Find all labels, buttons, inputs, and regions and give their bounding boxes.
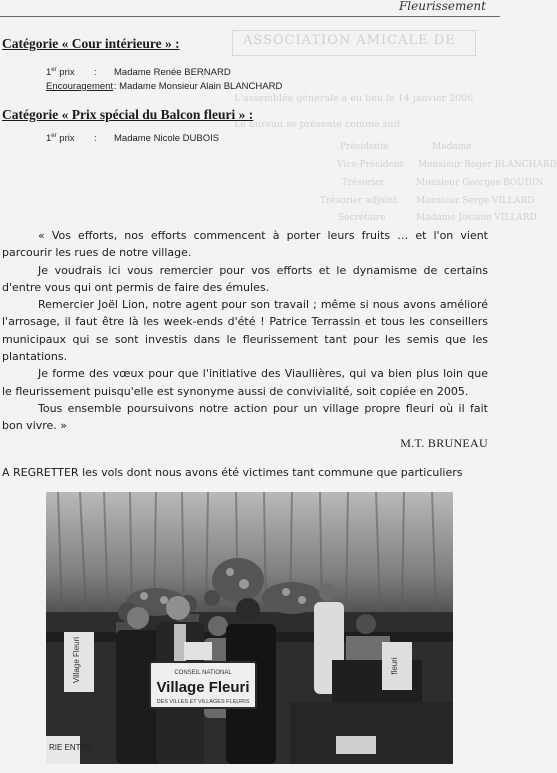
message-paragraph: Je forme des vœux pour que l'initiative des Viaullières, qui va bien plus loin que le fleurissement puisqu'elle est synonyme aussi de convivialité, soit copiée en 2005.: [2, 367, 488, 398]
bleed-through-line: Vice-Président: [337, 160, 404, 170]
bleed-through-line: Trésorier: [342, 178, 385, 188]
message-paragraph: Je voudrais ici vous remercier pour vos efforts et le dynamisme de certains d'entre vous qui ont permis de faire des émules.: [2, 263, 488, 294]
left-banner-text: Village Fleuri: [72, 636, 81, 684]
award-line: 1er prix: [46, 67, 75, 79]
message-paragraph: Remercier Joël Lion, notre agent pour son travail ; même si nous avons amélioré l'arrosage, il faut être là les week-ends d'été ! Patrice Terrassin et tous les conseillers municipaux qui se sont investis dans le fleurissement tant pour les semis que les plantations.: [2, 298, 488, 364]
message-body: [2, 227, 488, 435]
bleed-through-line: L'assemblée générale a eu lieu le 14 janvier 2006: [234, 93, 474, 104]
bleed-through-line: Trésorier adjoint: [320, 196, 397, 206]
signature: M.T. BRUNEAU: [400, 436, 488, 450]
bleed-through-line: Monsieur Roger BLANCHARD: [418, 160, 557, 170]
bleed-through-line: Madame: [432, 142, 472, 152]
bleed-through-line: Madame Josiane VILLARD: [416, 213, 537, 223]
award-separator: :: [94, 133, 97, 144]
bleed-through-title: ASSOCIATION AMICALE DE: [243, 33, 456, 48]
sign-small-text: CONSEIL NATIONAL: [174, 670, 232, 676]
sign-sub-text: DES VILLES ET VILLAGES FLEURIS: [156, 699, 250, 705]
category-title: Catégorie « Cour intérieure » :: [2, 36, 180, 51]
award-line: Encouragement : Madame Monsieur Alain BLANCHARD: [46, 81, 283, 92]
bleed-through-line: Présidente: [340, 142, 390, 152]
bleed-through-line: Secrétaire: [338, 213, 386, 223]
regret-line: A REGRETTER les vols dont nous avons été victimes tant commune que particuliers: [2, 466, 463, 479]
right-banner-text: fleuri: [390, 657, 399, 675]
bleed-through-line: Le bureau se présente comme suit: [234, 119, 401, 130]
sign-main-text: Village Fleuri: [156, 679, 250, 696]
award-winner: Madame Renée BERNARD: [114, 67, 231, 78]
bleed-through-line: Monsieur Serge VILLARD: [416, 196, 535, 206]
award-separator: :: [94, 67, 97, 78]
award-winner: Madame Nicole DUBOIS: [114, 133, 220, 144]
bleed-through-line: Monsieur Georges BOUDIN: [416, 178, 544, 188]
left-bottom-sign-text: RIE ENTRE: [49, 743, 92, 752]
header-rule: [0, 16, 500, 17]
award-winner: Madame Monsieur Alain BLANCHARD: [119, 81, 283, 92]
award-ceremony-photo: [46, 492, 453, 764]
award-line: 1er prix: [46, 133, 75, 145]
category-title: Catégorie « Prix spécial du Balcon fleuri » :: [2, 107, 254, 122]
message-paragraph: Tous ensemble poursuivons notre action pour un village propre fleuri où il fait bon vivre. »: [2, 401, 488, 433]
section-header-title: Fleurissement: [398, 0, 486, 13]
message-paragraph: « Vos efforts, nos efforts commencent à porter leurs fruits … et l'on vient parcourir les rues de notre village.: [2, 229, 488, 260]
